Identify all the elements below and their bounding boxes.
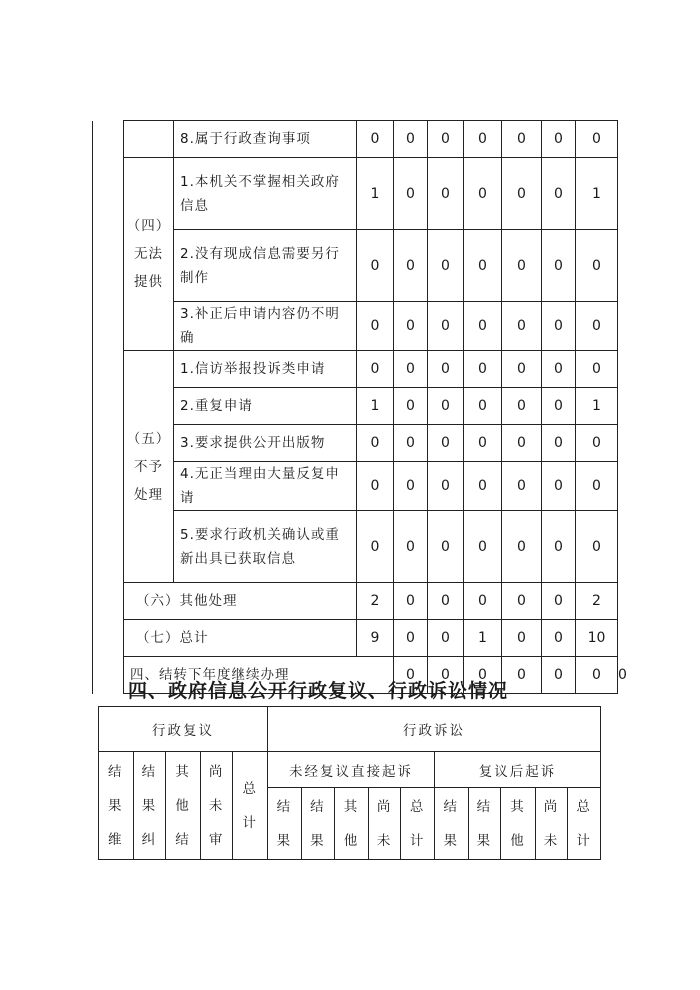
header-char: 维 — [108, 831, 124, 848]
review-col-header — [99, 752, 134, 860]
value-cell: 0 — [502, 511, 542, 583]
value-cell: 1 — [357, 158, 394, 230]
value-cell: 0 — [394, 657, 428, 694]
value-cell: 0 — [542, 351, 576, 388]
value-cell: 0 — [576, 511, 618, 583]
header-char: 计 — [409, 832, 426, 849]
header-char: 果 — [141, 797, 158, 814]
header-char: 纠 — [141, 831, 158, 848]
value-cell: 0 — [542, 121, 576, 158]
value-cell: 0 — [502, 425, 542, 462]
value-cell: 0 — [576, 351, 618, 388]
value-cell: 0 — [576, 230, 618, 302]
value-cell: 0 — [428, 121, 464, 158]
row-label: 2.没有现成信息需要另行制作 — [174, 230, 357, 302]
value-cell: 0 — [502, 302, 542, 351]
value-cell: 0 — [542, 511, 576, 583]
direct-litigation-header: 未经复议直接起诉 — [268, 752, 435, 788]
value-cell: 0 — [576, 121, 618, 158]
row-label: （六）其他处理 — [124, 583, 357, 620]
value-cell: 0 — [428, 230, 464, 302]
value-cell: 0 — [542, 158, 576, 230]
value-cell: 0 — [576, 657, 618, 694]
header-char: 他 — [510, 832, 526, 849]
admin-litigation-header: 行政诉讼 — [268, 707, 601, 752]
header-char: 果 — [276, 832, 293, 849]
value-cell: 0 — [428, 158, 464, 230]
row-label: 2.重复申请 — [174, 388, 357, 425]
header-char: 尚 — [543, 798, 560, 815]
header-char: 未 — [376, 832, 393, 849]
direct-col-header — [368, 788, 401, 860]
value-cell: 0 — [542, 583, 576, 620]
value-cell: 1 — [464, 620, 502, 657]
value-cell: 0 — [542, 620, 576, 657]
header-char: 其 — [343, 798, 360, 815]
category-line: （五） — [126, 430, 171, 447]
header-char: 结 — [175, 831, 191, 848]
header-char: 结 — [476, 798, 493, 815]
table-row — [93, 121, 618, 158]
table-header-row — [99, 707, 601, 752]
row-label: （七）总计 — [124, 620, 357, 657]
value-cell: 0 — [428, 657, 464, 694]
table-row: 四、结转下年度继续办理 0 0 0 0 0 0 0 — [93, 657, 618, 694]
value-cell: 0 — [394, 425, 428, 462]
row-label: 1.信访举报投诉类申请 — [174, 351, 357, 388]
value-cell: 0 — [394, 121, 428, 158]
header-char: 果 — [443, 832, 460, 849]
row-label: 4.无正当理由大量反复申请 — [174, 462, 357, 511]
header-char: 总 — [409, 798, 426, 815]
header-char: 果 — [108, 797, 124, 814]
value-cell: 0 — [502, 121, 542, 158]
value-cell: 0 — [502, 583, 542, 620]
blank-cell — [93, 121, 124, 694]
row-label: 1.本机关不掌握相关政府信息 — [174, 158, 357, 230]
value-cell: 0 — [542, 425, 576, 462]
after-col-header — [501, 788, 536, 860]
value-cell: 0 — [428, 620, 464, 657]
value-cell: 0 — [428, 388, 464, 425]
value-cell: 0 — [542, 230, 576, 302]
section-heading: 四、政府信息公开行政复议、行政诉讼情况 — [128, 680, 509, 702]
value-cell: 0 — [394, 462, 428, 511]
value-cell: 0 — [357, 230, 394, 302]
header-char: 他 — [175, 797, 191, 814]
value-cell: 0 — [357, 425, 394, 462]
value-cell: 0 — [428, 351, 464, 388]
row-label: 8.属于行政查询事项 — [174, 121, 357, 158]
value-cell: 0 — [502, 657, 542, 694]
value-cell: 0 — [576, 462, 618, 511]
value-cell: 1 — [576, 388, 618, 425]
value-cell: 0 — [542, 302, 576, 351]
header-char: 结 — [276, 798, 293, 815]
header-char: 尚 — [208, 763, 225, 780]
review-col-header — [133, 752, 166, 860]
category-line: （四） — [126, 218, 171, 234]
value-cell: 0 — [542, 462, 576, 511]
category-line: 不予 — [134, 458, 163, 475]
value-cell: 0 — [428, 583, 464, 620]
value-cell: 0 — [502, 230, 542, 302]
table-row — [93, 583, 618, 620]
after-col-header — [434, 788, 468, 860]
table-row — [93, 158, 618, 230]
value-cell: 0 — [394, 511, 428, 583]
row-label: 5.要求行政机关确认或重新出具已获取信息 — [174, 511, 357, 583]
direct-col-header — [335, 788, 369, 860]
value-cell: 0 — [464, 657, 502, 694]
value-cell: 0 — [464, 158, 502, 230]
value-cell: 0 — [464, 121, 502, 158]
value-cell: 0 — [502, 158, 542, 230]
value-cell: 0 — [576, 302, 618, 351]
direct-col-header — [301, 788, 335, 860]
row-label: 3.补正后申请内容仍不明确 — [174, 302, 357, 351]
value-cell: 0 — [502, 388, 542, 425]
header-char: 他 — [343, 832, 360, 849]
value-cell: 0 — [464, 425, 502, 462]
value-cell: 0 — [357, 351, 394, 388]
value-cell: 2 — [576, 583, 618, 620]
value-cell: 0 — [502, 351, 542, 388]
table-row — [93, 351, 618, 388]
header-char: 总 — [576, 798, 592, 815]
value-cell: 0 — [502, 620, 542, 657]
header-char: 总 — [242, 780, 258, 797]
category-line: 无法 — [134, 246, 163, 262]
row-label: 四、结转下年度继续办理 — [124, 657, 394, 694]
value-cell: 0 — [428, 302, 464, 351]
value-cell: 0 — [394, 620, 428, 657]
value-cell: 0 — [428, 425, 464, 462]
table-header-row — [99, 752, 601, 788]
header-char: 结 — [310, 798, 326, 815]
admin-review-header: 行政复议 — [99, 707, 268, 752]
after-col-header — [535, 788, 568, 860]
direct-col-header — [268, 788, 302, 860]
header-char: 其 — [510, 798, 526, 815]
header-char: 未 — [543, 832, 560, 849]
header-char: 计 — [576, 832, 592, 849]
application-handling-table — [92, 120, 627, 694]
review-litigation-table — [98, 706, 601, 860]
value-cell: 0 — [464, 462, 502, 511]
value-cell: 0 — [394, 583, 428, 620]
header-char: 果 — [310, 832, 326, 849]
value-cell: 0 — [542, 657, 576, 694]
review-col-header — [166, 752, 201, 860]
after-review-litigation-header: 复议后起诉 — [434, 752, 600, 788]
value-cell: 0 — [464, 511, 502, 583]
header-char: 结 — [141, 763, 158, 780]
after-col-header — [468, 788, 501, 860]
header-char: 审 — [208, 831, 225, 848]
value-cell: 0 — [464, 302, 502, 351]
value-cell: 0 — [357, 511, 394, 583]
review-col-header — [200, 752, 233, 860]
category-unable-to-provide — [124, 158, 174, 351]
header-char: 果 — [476, 832, 493, 849]
value-cell: 0 — [394, 158, 428, 230]
category-line: 提供 — [134, 274, 163, 290]
header-char: 计 — [242, 814, 258, 831]
value-cell: 9 — [357, 620, 394, 657]
review-total-header — [233, 752, 268, 860]
value-cell: 0 — [576, 425, 618, 462]
blank-cell — [124, 121, 174, 158]
value-cell: 0 — [464, 351, 502, 388]
value-cell: 0 — [464, 583, 502, 620]
table-row — [93, 620, 618, 657]
category-not-processed — [124, 351, 174, 583]
value-cell: 0 — [357, 121, 394, 158]
header-char: 结 — [108, 763, 124, 780]
value-cell: 0 — [502, 462, 542, 511]
value-cell: 0 — [357, 462, 394, 511]
value-cell: 0 — [464, 230, 502, 302]
value-cell: 0 — [464, 388, 502, 425]
header-char: 结 — [443, 798, 460, 815]
value-cell: 0 — [394, 302, 428, 351]
value-cell: 0 — [428, 462, 464, 511]
header-char: 未 — [208, 797, 225, 814]
value-cell: 0 — [394, 351, 428, 388]
value-cell: 0 — [357, 302, 394, 351]
value-cell: 2 — [357, 583, 394, 620]
value-cell: 1 — [357, 388, 394, 425]
value-cell: 1 — [576, 158, 618, 230]
direct-col-header — [401, 788, 435, 860]
value-cell: 0 — [394, 388, 428, 425]
value-cell: 0 — [394, 230, 428, 302]
value-cell: 0 — [428, 511, 464, 583]
header-char: 其 — [175, 763, 191, 780]
category-line: 处理 — [134, 486, 163, 503]
value-cell: 0 — [542, 388, 576, 425]
value-cell: 10 — [576, 620, 618, 657]
row-label: 3.要求提供公开出版物 — [174, 425, 357, 462]
header-char: 尚 — [376, 798, 393, 815]
after-col-header — [568, 788, 601, 860]
